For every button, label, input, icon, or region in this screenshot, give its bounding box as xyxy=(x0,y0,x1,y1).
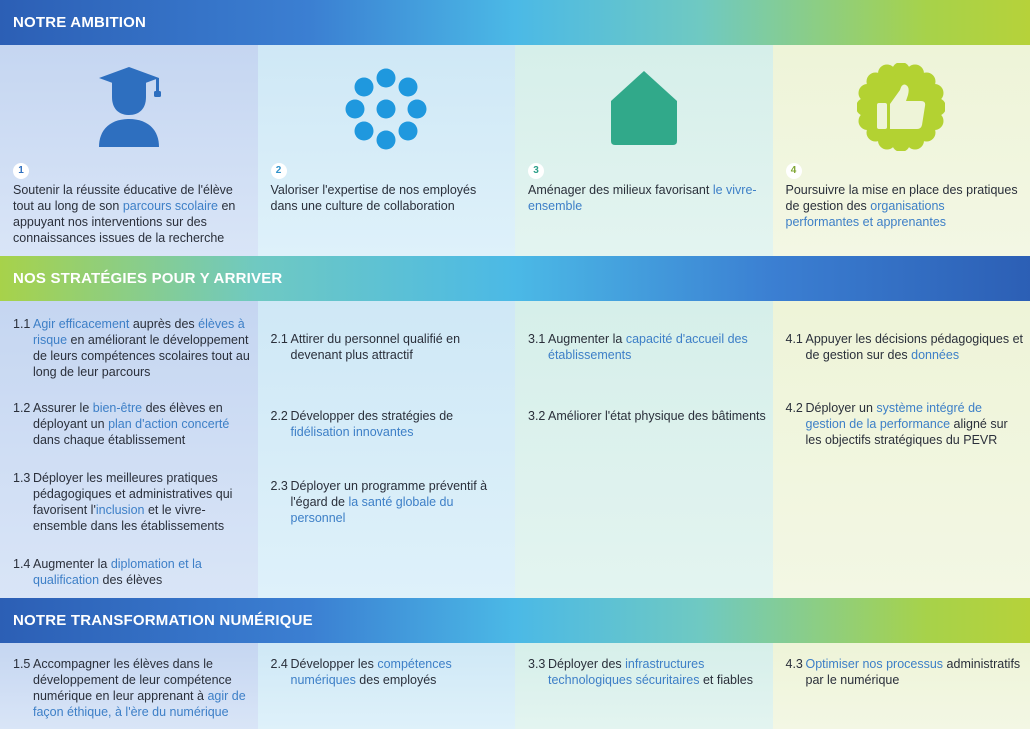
dots-circle-icon xyxy=(344,67,428,155)
strategy-number: 4.2 xyxy=(785,401,803,415)
strategy-text: Développer des stratégies de fidélisation innovantes xyxy=(290,409,454,439)
strategy-number: 2.3 xyxy=(270,479,288,493)
strategy-number: 1.2 xyxy=(13,401,31,415)
strategy-number: 1.5 xyxy=(13,657,31,671)
strategy-text: Assurer le bien-être des élèves en déployant un plan d'action concerté dans chaque établissement xyxy=(33,401,230,447)
strategy-text: Agir efficacement auprès des élèves à risque en améliorant le développement de leurs compétences scolaires tout au long de leur parcours xyxy=(33,317,250,379)
strategy-text: Augmenter la capacité d'accueil des établissements xyxy=(548,332,748,362)
strategy-number: 1.4 xyxy=(13,557,31,571)
strategy-number: 3.1 xyxy=(528,332,546,346)
strategy-text: Déployer les meilleures pratiques pédagogiques et administratives qui favorisent l'inclusion et le vivre-ensemble dans les établissements xyxy=(33,471,233,533)
strategy-text: Attirer du personnel qualifié en devenant plus attractif xyxy=(290,332,461,362)
ambition-text: Poursuivre la mise en place des pratiques de gestion des organisations performantes et apprenantes xyxy=(785,183,1018,229)
strategy-item xyxy=(528,408,768,424)
ambition-card-1 xyxy=(0,45,258,256)
strategy-item xyxy=(13,556,253,588)
strategy-number: 2.2 xyxy=(270,409,288,423)
section-header-strategies xyxy=(0,256,1030,301)
strategy-text: Appuyer les décisions pédagogiques et de gestion sur des données xyxy=(805,332,1024,362)
ambition-card-2 xyxy=(258,45,516,256)
section-header-ambition xyxy=(0,0,1030,45)
strategy-number: 4.3 xyxy=(785,657,803,671)
section-title: NOTRE AMBITION xyxy=(13,13,147,31)
strategy-number: 3.3 xyxy=(528,657,546,671)
thumbs-up-icon xyxy=(857,63,945,155)
strategy-item xyxy=(13,656,253,720)
strategy-item xyxy=(271,408,511,440)
ambition-text: Valoriser l'expertise de nos employés dans une culture de collaboration xyxy=(270,183,477,213)
ambition-text: Aménager des milieux favorisant le vivre-ensemble xyxy=(528,183,757,213)
house-icon xyxy=(611,71,677,149)
ambition-text: Soutenir la réussite éducative de l'élève tout au long de son parcours scolaire en appuyant nos interventions sur des connaissances issues de la recherche xyxy=(13,183,236,245)
graduate-icon xyxy=(97,67,161,151)
strategy-text: Déployer des infrastructures technologiques sécuritaires et fiables xyxy=(548,657,753,687)
strategy-number: 1.3 xyxy=(13,471,31,485)
ambition-number: 1 xyxy=(13,163,29,179)
strategy-item xyxy=(528,331,768,363)
strategy-item xyxy=(13,316,253,380)
transformation-column-3 xyxy=(515,643,773,729)
transformation-column-4 xyxy=(773,643,1030,729)
transformation-column-1 xyxy=(0,643,258,729)
ambition-card-3 xyxy=(515,45,773,256)
strategy-item xyxy=(528,656,768,688)
strategy-text: Déployer un programme préventif à l'égard de la santé globale du personnel xyxy=(290,479,488,525)
strategy-text: Améliorer l'état physique des bâtiments xyxy=(548,409,766,423)
ambition-number: 2 xyxy=(271,163,287,179)
ambition-number: 3 xyxy=(528,163,544,179)
strategy-text: Développer les compétences numériques des employés xyxy=(290,657,452,687)
transformation-column-2 xyxy=(258,643,516,729)
strategy-number: 2.4 xyxy=(270,657,288,671)
strategy-item xyxy=(786,400,1026,448)
strategy-item xyxy=(13,470,253,534)
strategy-item xyxy=(13,400,253,448)
strategy-item xyxy=(786,331,1026,363)
strategies-column-2 xyxy=(258,301,516,598)
strategy-item xyxy=(271,331,511,363)
strategies-column-4 xyxy=(773,301,1030,598)
strategy-text: Augmenter la diplomation et la qualification des élèves xyxy=(33,557,202,587)
ambition-number: 4 xyxy=(786,163,802,179)
ambition-card-4 xyxy=(773,45,1030,256)
strategy-number: 4.1 xyxy=(785,332,803,346)
strategy-text: Optimiser nos processus administratifs par le numérique xyxy=(805,657,1021,687)
strategy-number: 2.1 xyxy=(270,332,288,346)
strategies-column-3 xyxy=(515,301,773,598)
strategy-item xyxy=(271,478,511,526)
strategy-number: 3.2 xyxy=(528,409,546,423)
strategies-column-1 xyxy=(0,301,258,598)
section-header-transformation xyxy=(0,598,1030,643)
strategy-item xyxy=(786,656,1026,688)
section-title: NOTRE TRANSFORMATION NUMÉRIQUE xyxy=(13,611,313,629)
section-title: NOS STRATÉGIES POUR Y ARRIVER xyxy=(13,269,283,287)
strategy-item xyxy=(271,656,511,688)
strategy-text: Déployer un système intégré de gestion de la performance aligné sur les objectifs stratégiques du PEVR xyxy=(805,401,1008,447)
strategy-number: 1.1 xyxy=(13,317,31,331)
strategy-text: Accompagner les élèves dans le développement de leur compétence numérique en leur apprenant à agir de façon éthique, à l'ère du numérique xyxy=(33,657,246,719)
